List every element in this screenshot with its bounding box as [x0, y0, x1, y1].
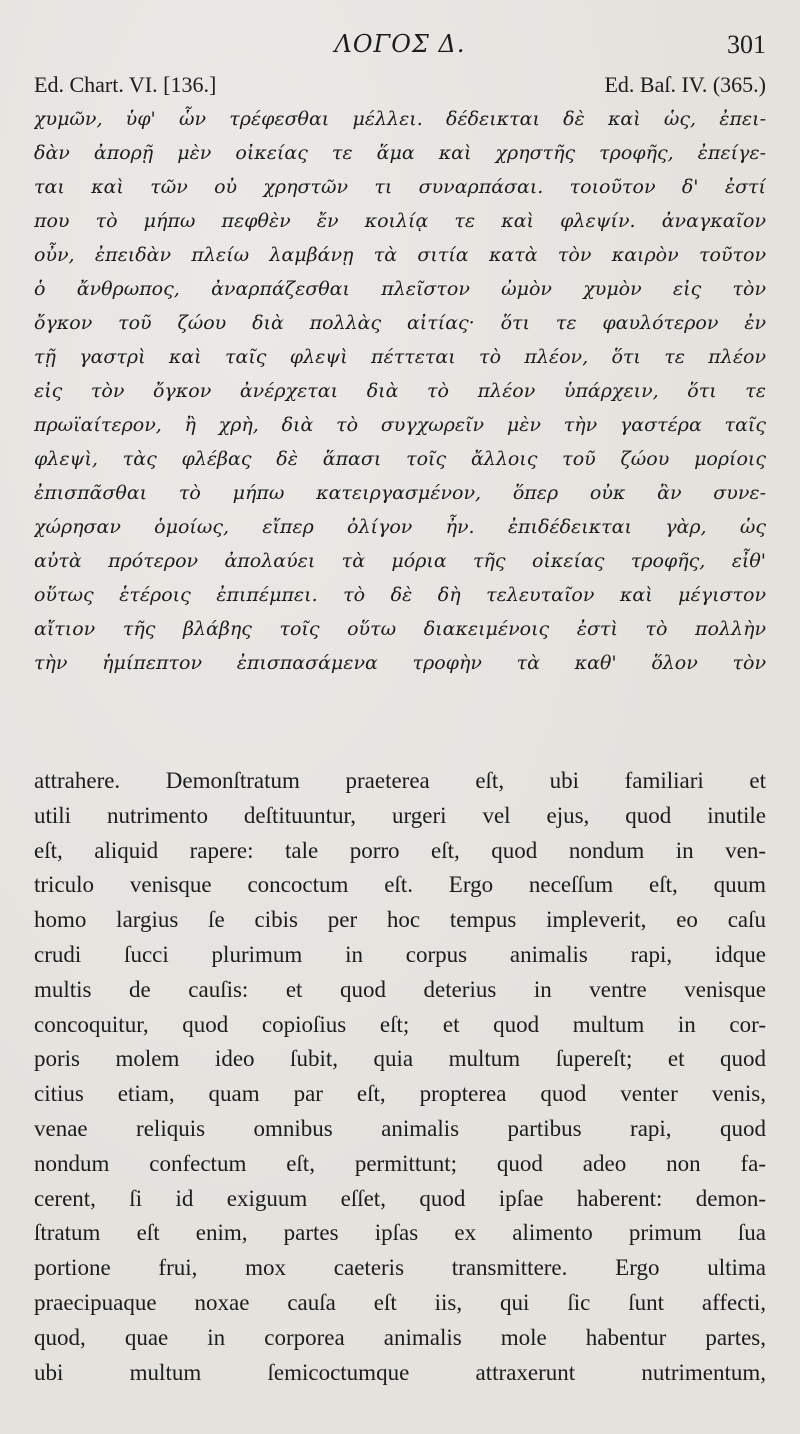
greek-text-line: εἰς τὸν ὄγκον ἀνέρχεται διὰ τὸ πλέον ὑπάρχειν, ὅτι τε	[34, 380, 766, 402]
edition-chartier: Ed. Chart. VI. [136.]	[34, 72, 217, 97]
greek-text-line: ται καὶ τῶν οὐ χρηστῶν τι συναρπάσαι. τοιοῦτον δ' ἐστί	[34, 176, 766, 198]
latin-text-line: concoquitur, quod copioſius eſt; et quod multum in cor-	[34, 1011, 766, 1037]
latin-text-line: multis de cauſis: et quod deterius in ventre venisque	[34, 976, 766, 1002]
edition-basel: Ed. Baſ. IV. (365.)	[604, 72, 766, 97]
latin-text-line: homo largius ſe cibis per hoc tempus impleverit, eo caſu	[34, 907, 766, 933]
latin-text-line: attrahere. Demonſtratum praeterea eſt, ubi familiari et	[34, 768, 766, 793]
latin-text-line: poris molem ideo ſubit, quia multum ſupereſt; et quod	[34, 1046, 766, 1072]
latin-text-line: ſtratum eſt enim, partes ipſas ex alimento primum ſua	[34, 1220, 766, 1246]
latin-text-line: crudi ſucci plurimum in corpus animalis rapi, idque	[34, 941, 766, 967]
running-title: ΛΟΓΟΣ Δ.	[334, 30, 466, 58]
greek-text-line: οὖν, ἐπειδὰν πλείω λαμβάνῃ τὰ σιτία κατὰ τὸν καιρὸν τοῦτον	[34, 244, 766, 266]
latin-text-line: venae reliquis omnibus animalis partibus rapi, quod	[34, 1115, 766, 1141]
greek-text-line: τῇ γαστρὶ καὶ ταῖς φλεψὶ πέττεται τὸ πλέον, ὅτι τε πλέον	[34, 346, 766, 368]
greek-text-line: πρωϊαίτερον, ἢ χρὴ, διὰ τὸ συγχωρεῖν μὲν τὴν γαστέρα ταῖς	[34, 414, 766, 436]
greek-text-line: οὕτως ἑτέροις ἐπιπέμπει. τὸ δὲ δὴ τελευταῖον καὶ μέγιστον	[34, 584, 766, 606]
greek-text-line: φλεψὶ, τὰς φλέβας δὲ ἅπασι τοῖς ἄλλοις τοῦ ζώου μορίοις	[34, 448, 766, 470]
greek-text-line: αἴτιον τῆς βλάβης τοῖς οὕτω διακειμένοις ἐστὶ τὸ πολλὴν	[34, 618, 766, 640]
latin-text-line: utili nutrimento deſtituuntur, urgeri vel ejus, quod inutile	[34, 802, 766, 828]
latin-text-line: cerent, ſi id exiguum eſſet, quod ipſae haberent: demon-	[34, 1185, 766, 1211]
latin-text-line: triculo venisque concoctum eſt. Ergo neceſſum eſt, quum	[34, 872, 766, 898]
greek-text-line: ἐπισπᾶσθαι τὸ μήπω κατειργασμένον, ὅπερ οὐκ ἂν συνε-	[34, 482, 766, 504]
greek-text-line: ὁ ἄνθρωπος, ἀναρπάζεσθαι πλεῖστον ὠμὸν χυμὸν εἰς τὸν	[34, 278, 766, 300]
greek-text-block	[34, 102, 766, 680]
edition-reference-line	[34, 72, 766, 104]
latin-text-block	[34, 764, 766, 1390]
latin-text-line: eſt, aliquid rapere: tale porro eſt, quod nondum in ven-	[34, 837, 766, 863]
greek-text-line: τὴν ἡμίπεπτον ἐπισπασάμενα τροφὴν τὰ καθ' ὅλον τὸν	[34, 652, 766, 674]
latin-text-line: praecipuaque noxae cauſa eſt iis, qui ſic ſunt affecti,	[34, 1289, 766, 1315]
latin-text-line: citius etiam, quam par eſt, propterea quod venter venis,	[34, 1081, 766, 1107]
running-head	[0, 28, 800, 64]
greek-text-line: χώρησαν ὁμοίως, εἴπερ ὀλίγον ἦν. ἐπιδέδεικται γὰρ, ὡς	[34, 516, 766, 538]
latin-text-line: portione frui, mox caeteris transmittere. Ergo ultima	[34, 1255, 766, 1281]
greek-text-line: χυμῶν, ὑφ' ὧν τρέφεσθαι μέλλει. δέδεικται δὲ καὶ ὡς, ἐπει-	[34, 108, 766, 130]
latin-text-line: nondum confectum eſt, permittunt; quod adeo non fa-	[34, 1150, 766, 1176]
greek-text-line: ὄγκον τοῦ ζώου διὰ πολλὰς αἰτίας· ὅτι τε φαυλότερον ἐν	[34, 312, 766, 334]
greek-text-line: αὐτὰ πρότερον ἀπολαύει τὰ μόρια τῆς οἰκείας τροφῆς, εἶθ'	[34, 550, 766, 572]
latin-text-line: quod, quae in corporea animalis mole habentur partes,	[34, 1324, 766, 1350]
greek-text-line: δὰν ἀπορῇ μὲν οἰκείας τε ἅμα καὶ χρηστῆς τροφῆς, ἐπείγε-	[34, 142, 766, 164]
greek-text-line: που τὸ μήπω πεφθὲν ἔν κοιλίᾳ τε καὶ φλεψίν. ἀναγκαῖον	[34, 210, 766, 232]
latin-text-line: ubi multum ſemicoctumque attraxerunt nutrimentum,	[34, 1359, 766, 1385]
page-number: 301	[727, 30, 766, 59]
